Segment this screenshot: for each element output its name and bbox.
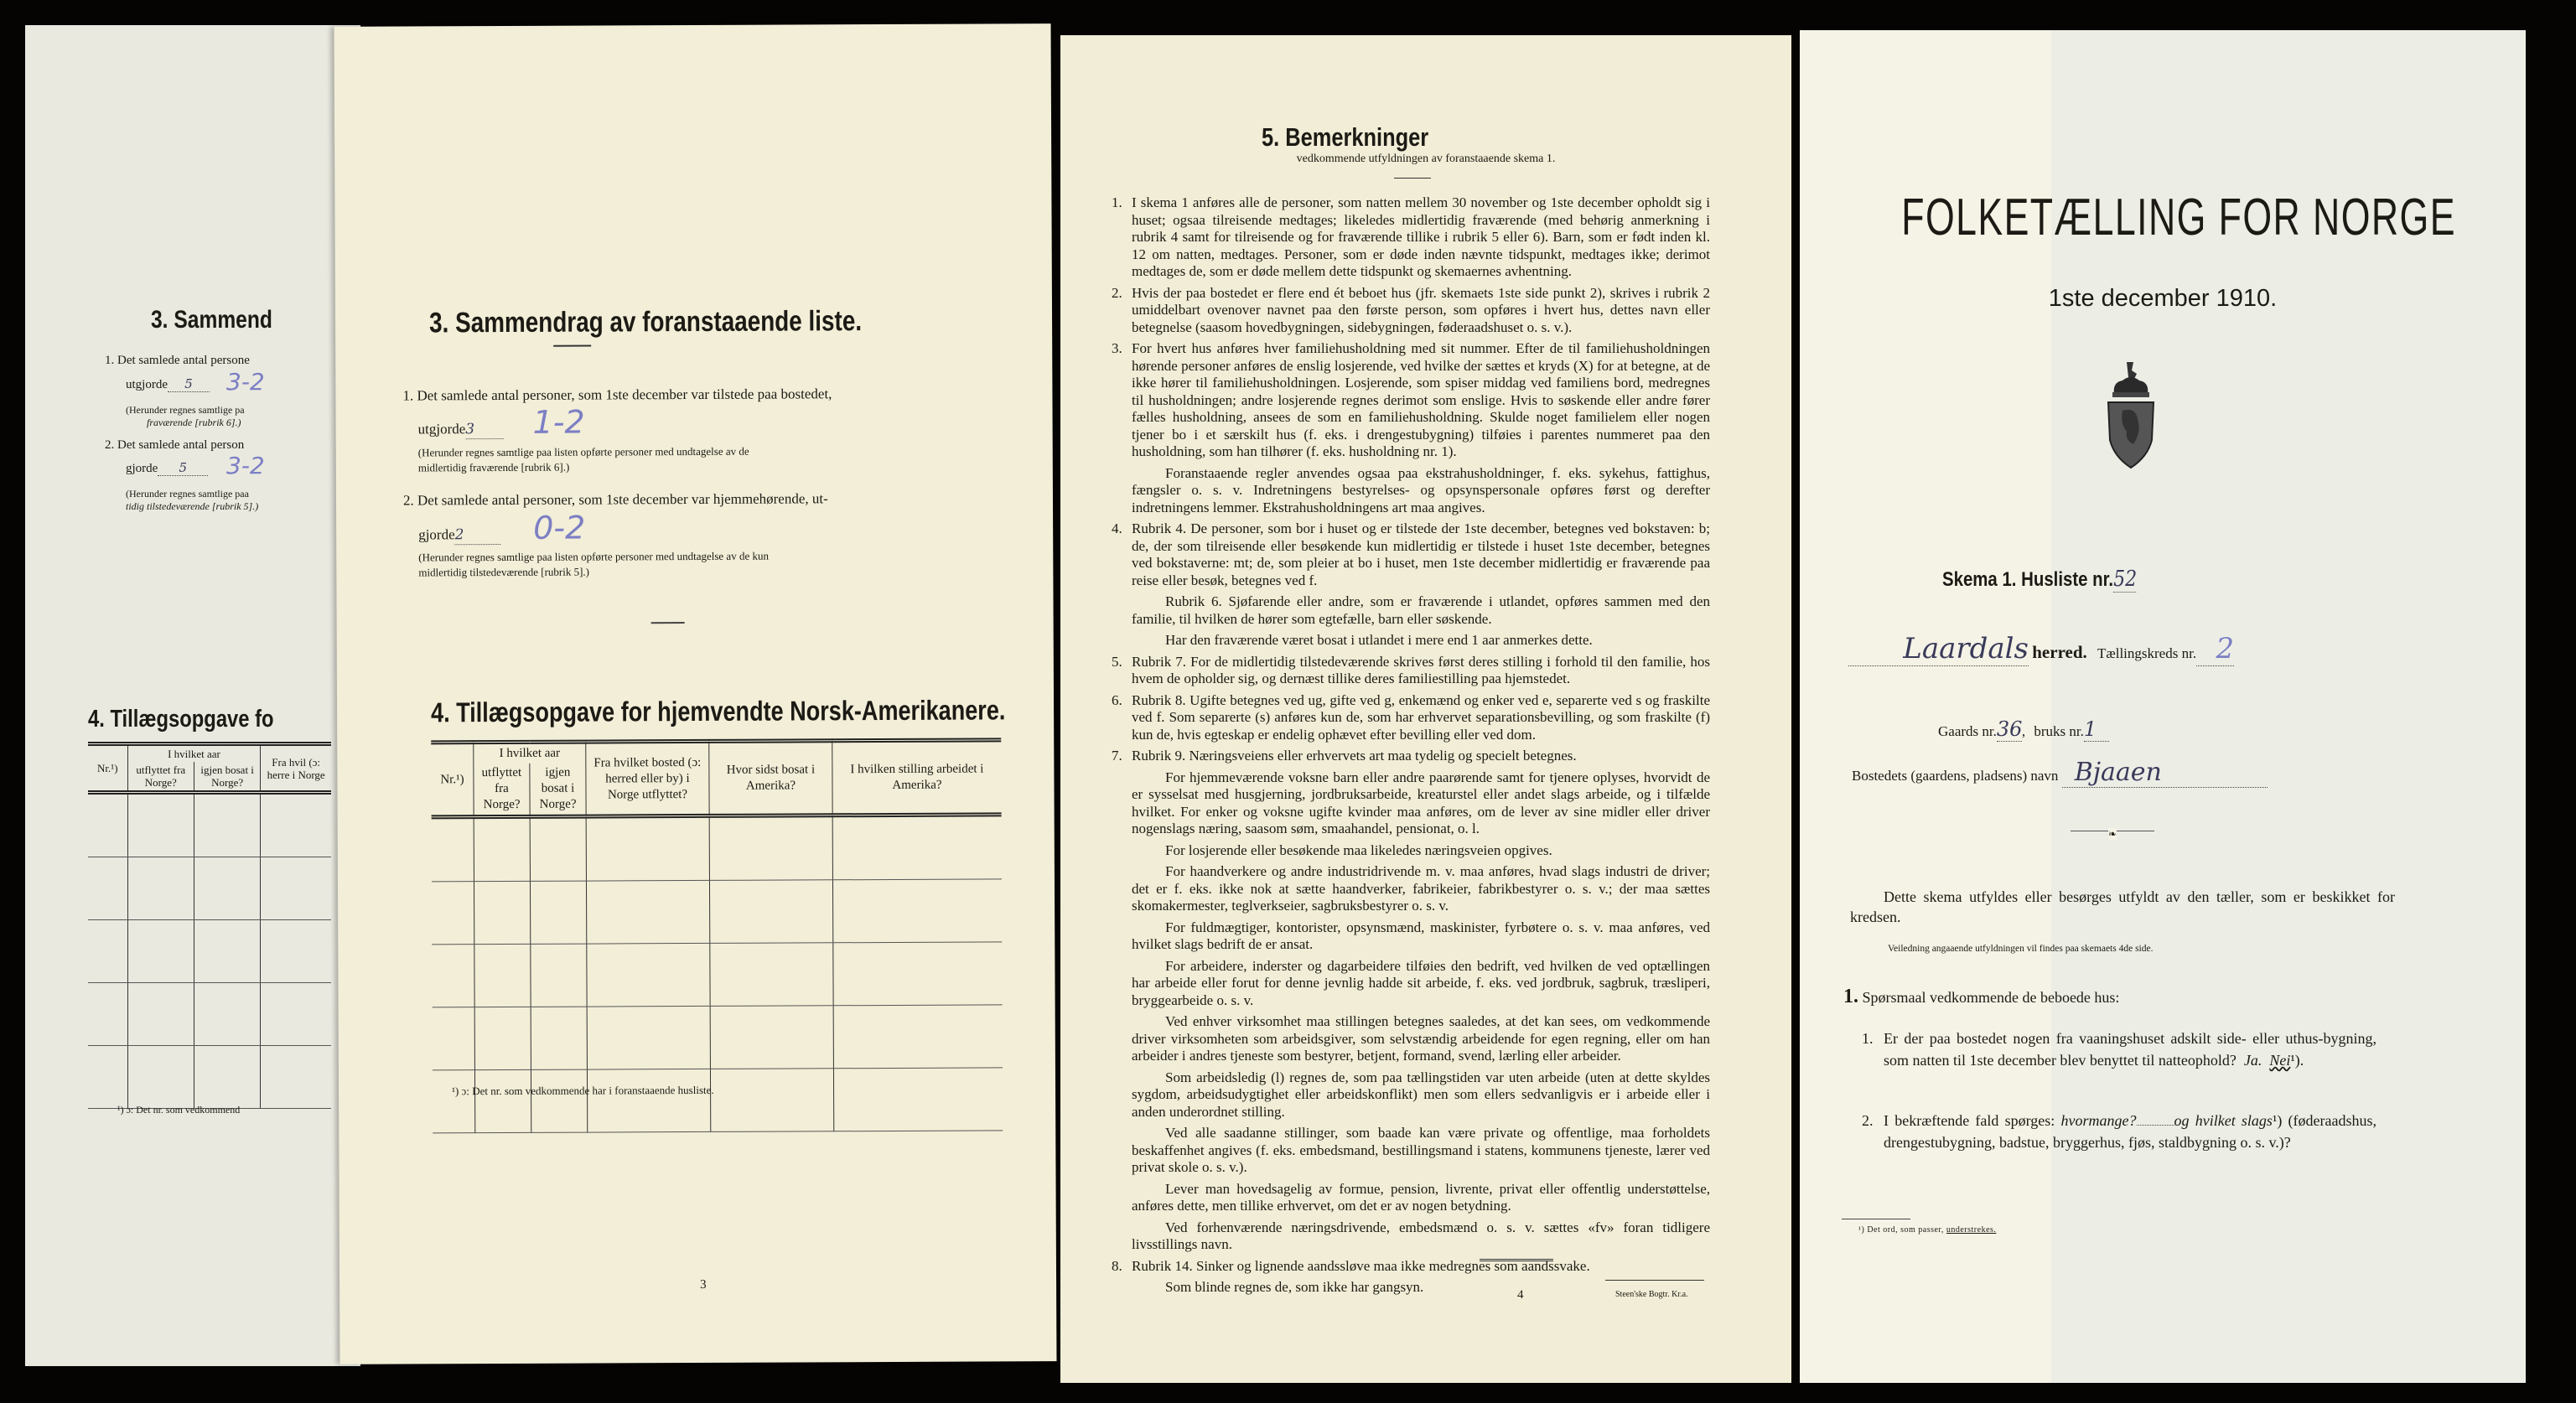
divider (1480, 1259, 1553, 1261)
col-emigrated: utflyttet fra Norge? (127, 762, 194, 793)
page-number: 3 (700, 1277, 707, 1292)
question-2: 2. I bekræftende fald spørges: hvormange? og hvilket slags¹) (føderaadshus, drengestubygning, badstue, bryggerhus, fjøs, staldbygning o. s. v.)? (1862, 1112, 2377, 1151)
remark-text: For losjerende eller besøkende maa likeledes næringsveien opgives. (1165, 841, 1552, 858)
herred-line (1848, 632, 2234, 666)
remark-text: Har den fraværende været bosat i utlandet i mere end 1 aar anmerkes dette. (1165, 632, 1593, 648)
herred-value: Laardals (1848, 632, 2029, 666)
col-nr: Nr.¹) (88, 744, 127, 793)
remark-number: 3. (1112, 340, 1122, 356)
table-row (432, 879, 1002, 945)
item-1-correction: 3-2 (226, 368, 265, 396)
form-date: 1ste december 1910. (2048, 285, 2278, 312)
remark-paragraph (1112, 691, 1710, 744)
col-emigrated: utflyttet fra Norge? (474, 764, 530, 817)
item-2-note: (Herunder regnes samtlige paa listen opførte personer med undtagelse av de kun midlertidig tilstedeværende [rubrik 5].) (418, 549, 769, 579)
item-1-note: (Herunder regnes samtlige pa (126, 404, 245, 416)
remark-text: For hvert hus anføres hver familiehusholdning med sit nummer. Efter de til familiehusholdningen hørende personer anføres de enslig losjerende, ved hvilke der sættes et kryds (X) for at betegne, at de ikke hører til familiehusholdningen. Losjerende, som spiser middag ved familiens bord, medregnes til husholdningen; andre losjerende regnes derimot som enslige. Hvis to søskende eller andre fører fælles husholdning, ansees de som en familiehusholdning. Skulde noget familielem eller nogen tjener bo i et særskilt hus (f. eks. i drengestubygning) tilføies i parentes nummeret paa den husholdning, som han tilhører (f. eks. husholdning nr. 1). (1132, 340, 1710, 459)
remark-number: 7. (1112, 748, 1122, 764)
remark-paragraph (1132, 465, 1710, 517)
col-occupation: I hvilken stilling arbeidet i Amerika? (832, 740, 1002, 815)
col-year-group: I hvilket aar (127, 744, 261, 763)
printer-credit: Steen'ske Bogtr. Kr.a. (1615, 1290, 1688, 1299)
remark-text: Som arbeidsledig (l) regnes de, som paa tællingstiden var uten arbeide (uten at dette skyldes sygdom, arbeidsudygtighet eller arbeidskonflikt) men som ellers sedvanligvis er i arbeide eller i anden underordnet stilling. (1132, 1069, 1710, 1120)
col-from-where: Fra hvil (ɔ: herre i Norge (261, 744, 331, 793)
remarks-list (1112, 194, 1710, 1301)
section-3-title: 3. Sammend (151, 306, 272, 334)
census-page-left-partial (25, 25, 360, 1366)
remark-paragraph (1132, 958, 1710, 1010)
col-nr: Nr.¹) (431, 743, 474, 817)
page-number: 4 (1517, 1288, 1524, 1302)
ornament-divider: ❧ (2071, 831, 2154, 836)
guidance-text: Veiledning angaaende utfyldningen vil findes paa skemaets 4de side. (1888, 944, 2154, 954)
footnote: ¹) ɔ: Det nr. som vedkommende har i foranstaaende husliste. (452, 1083, 714, 1098)
gaards-label: Gaards nr. (1938, 723, 1997, 739)
remark-number: 8. (1112, 1257, 1122, 1274)
table-row (88, 1046, 331, 1109)
norsk-amerikanere-table-partial (88, 742, 331, 1109)
item-1-correction: 1-2 (532, 403, 585, 441)
kreds-value: 2 (2196, 632, 2234, 666)
remark-paragraph (1112, 520, 1710, 589)
remark-paragraph (1112, 284, 1710, 337)
bruks-label: bruks nr. (2034, 723, 2084, 739)
bosted-line (1852, 758, 2268, 788)
form-title: FOLKETÆLLING FOR NORGE (1901, 189, 2456, 246)
remark-paragraph (1132, 632, 1710, 650)
remark-text: I skema 1 anføres alle de personer, som natten mellem 30 november og 1ste december opholdt sig i huset; ogsaa tilreisende medtages; likeledes midlertidig fraværende (med behørig anmerkning i rubrik 4 samt for tilreisende og for fraværende tillike i rubrik 5 eller 6). Barn, som er født inden kl. 12 om natten, medtages. Personer, som er døde inden nævnte tidspunkt, medtages ikke; derimot medtages de, som er døde mellem dette tidspunkt og skemaernes avhentning. (1132, 194, 1710, 279)
remark-text: Ved forhenværende næringsdrivende, embedsmænd o. s. v. sættes «fv» foran tidligere livsstillings navn. (1132, 1219, 1710, 1252)
table-row (88, 920, 331, 983)
remark-text: Som blinde regnes de, som ikke har gangsyn. (1165, 1279, 1424, 1295)
col-resettled: igjen bosat i Norge? (194, 762, 260, 793)
remark-paragraph (1112, 340, 1710, 461)
section-3-title: 3. Sammendrag av foranstaaende liste. (428, 305, 863, 339)
remark-paragraph (1132, 593, 1710, 628)
table-row (88, 793, 331, 857)
intro-text: Dette skema utfyldes eller besørges utfyldt av den tæller, som er beskikket for kredsen. (1850, 888, 2395, 925)
divider (553, 345, 591, 347)
remark-text: Rubrik 6. Sjøfarende eller andre, som er fraværende i utlandet, opføres sammen med den familie, til hvilken de hører som egtefælle, barn eller søskende. (1132, 593, 1710, 627)
gaards-line: Gaards nr.36, bruks nr.1 (1938, 717, 2109, 742)
remark-paragraph (1112, 1257, 1710, 1276)
census-form-cover (1800, 30, 2526, 1383)
summary-item-2-label: gjorde2 (418, 525, 501, 545)
remark-paragraph (1132, 842, 1710, 860)
remarks-title: 5. Bemerkninger (1262, 122, 1429, 152)
table-row (433, 1005, 1003, 1070)
remark-number: 4. (1112, 520, 1122, 536)
census-page-3 (334, 23, 1057, 1364)
summary-item-1-label: utgjorde 5 (126, 377, 210, 392)
remark-text: For arbeidere, inderster og dagarbeidere tilføies den bedrift, ved hvilken de ved optællingen har arbeide eller forut for denne jevnlig hadde sit arbeide, f. eks. ved jordbruk, sagbruk, træsliperi, bryggearbeide o. s. v. (1132, 957, 1710, 1008)
summary-item-1: 1. Det samlede antal persone (105, 354, 250, 367)
item-2-correction: 3-2 (226, 452, 265, 479)
remark-text: Rubrik 4. De personer, som bor i huset og er tilstede der 1ste december, betegnes ved bokstaven: b; de, der som tilreisende eller besøkende kun midlertidig er tilstede i huset 1ste december, betegnes ved bokstaverne: mt; de, som pleier at bo i huset, men 1ste december midlertidig er fraværende paa reise eller besøk, betegnes ved f. (1132, 520, 1710, 588)
section-1-heading: 1. Spørsmaal vedkommende de beboede hus: (1843, 986, 2120, 1007)
section-4-title: 4. Tillægsopgave fo (88, 706, 274, 733)
footnote: ¹) Det ord, som passer, understrekes. (1858, 1225, 1997, 1235)
remark-paragraph (1112, 653, 1710, 688)
item-2-note: (Herunder regnes samtlige paa (126, 488, 249, 500)
item-1-value: 3 (465, 421, 503, 439)
remark-paragraph (1132, 1013, 1710, 1065)
summary-item-2-label: gjorde 5 (126, 461, 208, 476)
skema-label: Skema 1. Husliste nr.52 (1942, 567, 2138, 592)
summary-item-1-label: utgjorde3 (418, 420, 504, 439)
remark-text: Rubrik 14. Sinker og lignende aandssløve maa ikke medregnes som aandssvake. (1132, 1257, 1590, 1274)
table-row (88, 983, 331, 1046)
summary-item-2: 2. Det samlede antal person (105, 438, 245, 452)
remark-text: Ved enhver virksomhet maa stillingen betegnes saaledes, at det kan sees, om vedkommende driver virksomheten som arbeidsgiver, som selvstændig arbeidende for egen regning, eller om han arbeider i andres tjeneste som bestyrer, betjent, formand, svend, lærling eller arbeider. (1132, 1013, 1710, 1064)
remark-paragraph (1132, 1125, 1710, 1177)
remark-text: Hvis der paa bostedet er flere end ét beboet hus (jfr. skemaets 1ste side punkt 2), skrives i rubrik 2 umiddelbart ovenover navnet paa den første person, som opføres i hvert hus, dettes navn eller betegnelse (saasom hovedbygningen, sidebygningen, føderaadshuset o. s. v.). (1132, 284, 1710, 335)
answer-no-underlined[interactable]: Nei (2269, 1052, 2291, 1069)
col-last-residence: Hvor sidst bosat i Amerika? (709, 741, 832, 816)
remark-text: For hjemmeværende voksne barn eller andre paarørende samt for tjenere oplyses, hvorvidt de er sysselsat med husgjerning, jordbruksarbeide, kreaturstel eller andet slags arbeide, og i tilfælde hvilket. For enker og voksne ugifte kvinder maa anføres, om de lever av sine midler eller driver nogenslags næring, saasom søm, smaahandel, pensionat, o. l. (1132, 769, 1710, 836)
item-2-correction: 0-2 (533, 509, 586, 546)
remark-paragraph (1132, 863, 1710, 915)
remark-text: Ved alle saadanne stillinger, som baade kan være private og offentlige, maa forholdets beskaffenhet angives (f. eks. embedsmand, bestillingsmand i statens, kommunens tjeneste, lærer ved privat skole o. s. v.). (1132, 1125, 1710, 1175)
herred-label: herred. (2032, 642, 2087, 662)
table-row (88, 857, 331, 920)
gaards-value: 36 (1996, 717, 2023, 741)
item-2-note2: tidig tilstedeværende [rubrik 5].) (126, 500, 259, 512)
col-from-where: Fra hvilket bosted (ɔ: herred eller by) i Norge utflyttet? (586, 741, 709, 816)
norsk-amerikanere-table (431, 738, 1003, 1133)
section-4-title: 4. Tillægsopgave for hjemvendte Norsk-Amerikanere. (431, 694, 1006, 728)
answer-yes[interactable]: Ja. (2243, 1052, 2262, 1069)
remark-text: Rubrik 8. Ugifte betegnes ved ug, gifte ved g, enkemænd og enker ved e, separerte ved s og fraskilte ved f. Som separerte (s) anføres kun de, som har erhvervet separationsbevilling, og som fraskilte (f) kun de, hvis egteskap er endelig ophævet efter bevilling eller ved dom. (1132, 691, 1710, 743)
husliste-number: 52 (2113, 567, 2138, 592)
remark-text: For haandverkere og andre industridrivende m. v. maa anføres, hvad slags industri de driver; det er f. eks. ikke nok at sætte haandverker, fabrikeier, fabrikbestyrer o. s. v.; der maa sættes skomakermester, teglverkseier, sagbruksbestyrer o. s. v. (1132, 863, 1710, 914)
summary-item-2: 2. Det samlede antal personer, som 1ste december var hjemmehørende, ut- (402, 490, 828, 509)
bruks-value: 1 (2084, 717, 2109, 742)
bosted-value: Bjaaen (2062, 758, 2268, 788)
kreds-label: Tællingskreds nr. (2097, 645, 2197, 661)
remark-number: 6. (1112, 691, 1122, 708)
item-1-note2: fraværende [rubrik 6].) (147, 417, 241, 428)
col-year-group: I hvilket aar (474, 742, 586, 764)
col-resettled: igjen bosat i Norge? (530, 764, 586, 817)
table-row (432, 942, 1002, 1007)
item-1-note: (Herunder regnes samtlige paa listen opførte personer med undtagelse av de midlertidig fraværende [rubrik 6].) (417, 444, 749, 474)
remark-paragraph (1132, 769, 1710, 838)
table-row (432, 815, 1002, 882)
bosted-label: Bostedets (gaardens, pladsens) navn (1852, 768, 2059, 784)
divider (651, 622, 685, 624)
footnote: ¹) ɔ: Det nr. som vedkommend (117, 1104, 241, 1116)
census-page-4-remarks (1060, 35, 1791, 1383)
remark-paragraph (1132, 1219, 1710, 1254)
coat-of-arms-icon (2106, 360, 2156, 469)
remark-number: 5. (1112, 653, 1122, 670)
item-2-value: 2 (455, 526, 501, 545)
question-1: 1. Er der paa bostedet nogen fra vaaningshuset adskilt side- eller uthus-bygning, som natten til 1ste december blev benyttet til natteophold? Ja. Nei¹). (1862, 1030, 2376, 1069)
remark-text: Rubrik 9. Næringsveiens eller erhvervets art maa tydelig og specielt betegnes. (1132, 748, 1577, 764)
summary-item-1: 1. Det samlede antal personer, som 1ste december var tilstede paa bostedet, (402, 386, 832, 404)
remark-paragraph (1132, 919, 1710, 954)
remark-text: For fuldmægtiger, kontorister, opsynsmænd, maskinister, fyrbøtere o. s. v. maa anføres, ved hvilket slags bedrift de er ansat. (1132, 919, 1710, 952)
remark-paragraph (1132, 1181, 1710, 1215)
remarks-subtitle: vedkommende utfyldningen av foranstaaende skema 1. (1296, 153, 1556, 165)
remark-paragraph (1132, 1069, 1710, 1121)
remark-text: Lever man hovedsagelig av formue, pension, livrente, privat eller offentlig understøttelse, anføres dette, men tillike erhvervet, om det er av nogen betydning. (1132, 1180, 1710, 1214)
remark-paragraph (1112, 748, 1710, 765)
divider (1394, 178, 1431, 179)
remark-number: 1. (1112, 194, 1122, 210)
item-2-value: 5 (158, 461, 208, 476)
remark-text: Rubrik 7. For de midlertidig tilstedeværende skrives først deres stilling i forhold til den familie, hos hvem de opholder sig, og dernæst tillike deres familiestilling paa hjemstedet. (1132, 653, 1710, 686)
remark-paragraph (1112, 194, 1710, 281)
remark-text: Foranstaaende regler anvendes ogsaa paa ekstrahusholdninger, f. eks. sykehus, fattighus, fængsler o. s. v. Indretningens bestyrelses- og opsynspersonale opføres først og derefter indretningens lemmer. Ekstrahusholdningens art maa angives. (1132, 464, 1710, 515)
remark-number: 2. (1112, 284, 1122, 301)
divider (1605, 1280, 1704, 1281)
item-1-value: 5 (168, 377, 210, 392)
